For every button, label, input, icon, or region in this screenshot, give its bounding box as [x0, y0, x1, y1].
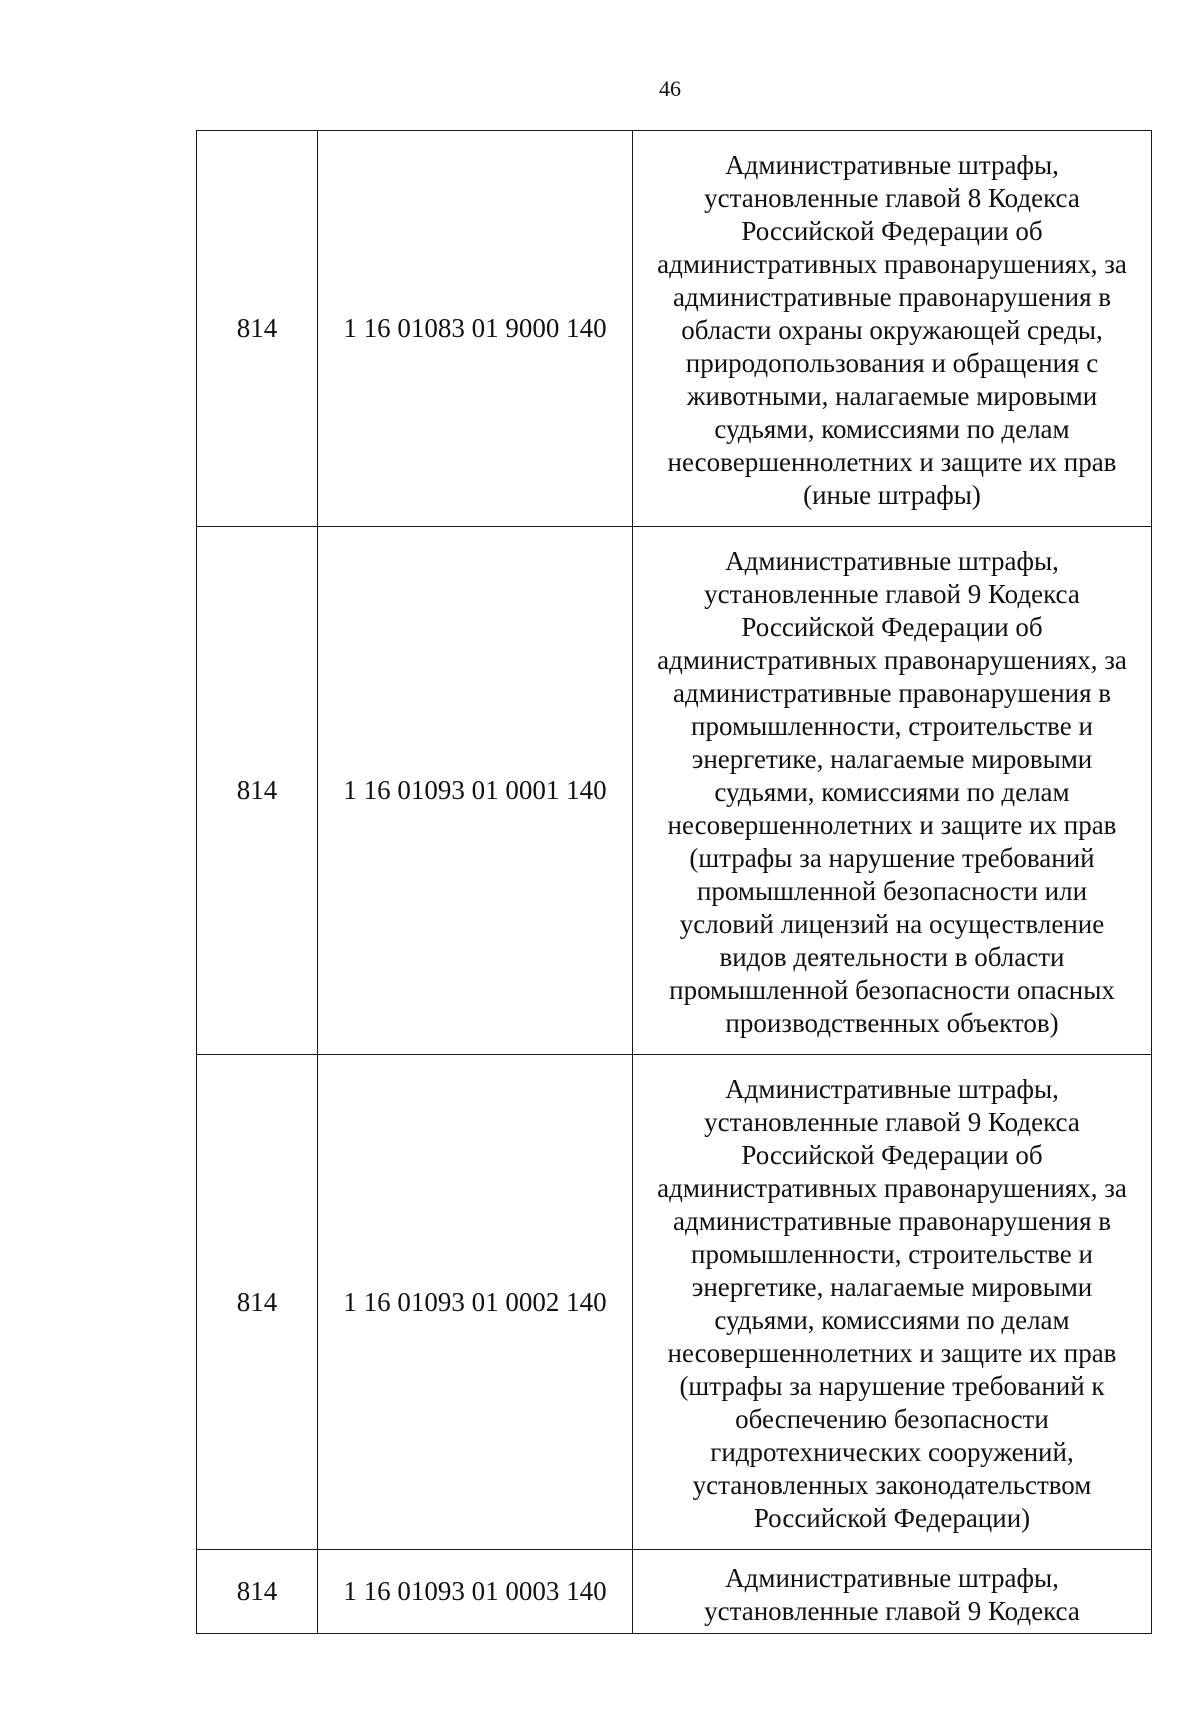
description-line: Российской Федерации) [753, 1503, 1031, 1533]
description-line: установленные главой 9 Кодекса [704, 1595, 1080, 1626]
table-row [197, 527, 1152, 1055]
table-body [197, 131, 1152, 1634]
admin-code-cell: 814 [197, 131, 318, 527]
description-line: Российской Федерации об [741, 1140, 1043, 1170]
kbk-code-cell: 1 16 01093 01 0003 140 [318, 1550, 633, 1634]
description-line: установленные главой 8 Кодекса [704, 183, 1080, 213]
admin-code-cell: 814 [197, 527, 318, 1055]
description-line: установленных законодательством [692, 1470, 1092, 1500]
description-line: Административные штрафы, [725, 150, 1059, 180]
kbk-code-cell: 1 16 01093 01 0002 140 [318, 1055, 633, 1550]
description-line: административных правонарушениях, за [657, 1173, 1127, 1203]
description-line: (штрафы за нарушение требований к [679, 1371, 1105, 1401]
description-cell [633, 1550, 1152, 1634]
description-line: судьями, комиссиями по делам [714, 777, 1070, 807]
budget-codes-table [196, 130, 1152, 1634]
description-line: энергетике, налагаемые мировыми [691, 1272, 1093, 1302]
description-line: административные правонарушения в [672, 282, 1112, 312]
kbk-code-cell: 1 16 01083 01 9000 140 [318, 131, 633, 527]
table-row [197, 1550, 1152, 1634]
description-line: Административные штрафы, [725, 1074, 1059, 1104]
description-cell [633, 527, 1152, 1055]
kbk-code-cell: 1 16 01093 01 0001 140 [318, 527, 633, 1055]
description-line: административные правонарушения в [672, 678, 1112, 708]
description-line: гидротехнических сооружений, [710, 1437, 1074, 1467]
admin-code-cell: 814 [197, 1055, 318, 1550]
description-line: судьями, комиссиями по делам [714, 1305, 1070, 1335]
description-line: промышленности, строительстве и [691, 1239, 1093, 1269]
description-line: видов деятельности в области [719, 942, 1065, 972]
description-line: Российской Федерации об [741, 216, 1043, 246]
description-line: (штрафы за нарушение требований [689, 843, 1095, 873]
description-line: природопользования и обращения с [685, 348, 1099, 378]
description-line: установленные главой 9 Кодекса [704, 579, 1080, 609]
description-line: несовершеннолетних и защите их прав [667, 810, 1117, 840]
description-line: административных правонарушениях, за [657, 645, 1127, 675]
description-line: животными, налагаемые мировыми [686, 381, 1098, 411]
description-line: Административные штрафы, [725, 546, 1059, 576]
description-line: энергетике, налагаемые мировыми [691, 744, 1093, 774]
description-line: промышленной безопасности опасных [669, 975, 1115, 1005]
description-line: области охраны окружающей среды, [681, 315, 1103, 345]
description-line: установленные главой 9 Кодекса [704, 1107, 1080, 1137]
description-line: административные правонарушения в [672, 1206, 1112, 1236]
description-line: несовершеннолетних и защите их прав [667, 447, 1117, 477]
table-row [197, 131, 1152, 527]
admin-code-cell: 814 [197, 1550, 318, 1634]
description-line: Российской Федерации об [741, 612, 1043, 642]
table-row [197, 1055, 1152, 1550]
description-line: (иные штрафы) [803, 480, 981, 510]
description-line: административных правонарушениях, за [657, 249, 1127, 279]
description-line: производственных объектов) [725, 1008, 1059, 1038]
description-line: промышленной безопасности или [696, 876, 1088, 906]
page-number: 46 [659, 76, 681, 101]
description-cell [633, 131, 1152, 527]
description-line: несовершеннолетних и защите их прав [667, 1338, 1117, 1368]
description-line: судьями, комиссиями по делам [714, 414, 1070, 444]
description-line: условий лицензий на осуществление [679, 909, 1105, 939]
description-line: Административные штрафы, [725, 1562, 1059, 1593]
description-cell [633, 1055, 1152, 1550]
description-line: промышленности, строительстве и [691, 711, 1093, 741]
description-line: обеспечению безопасности [735, 1404, 1049, 1434]
